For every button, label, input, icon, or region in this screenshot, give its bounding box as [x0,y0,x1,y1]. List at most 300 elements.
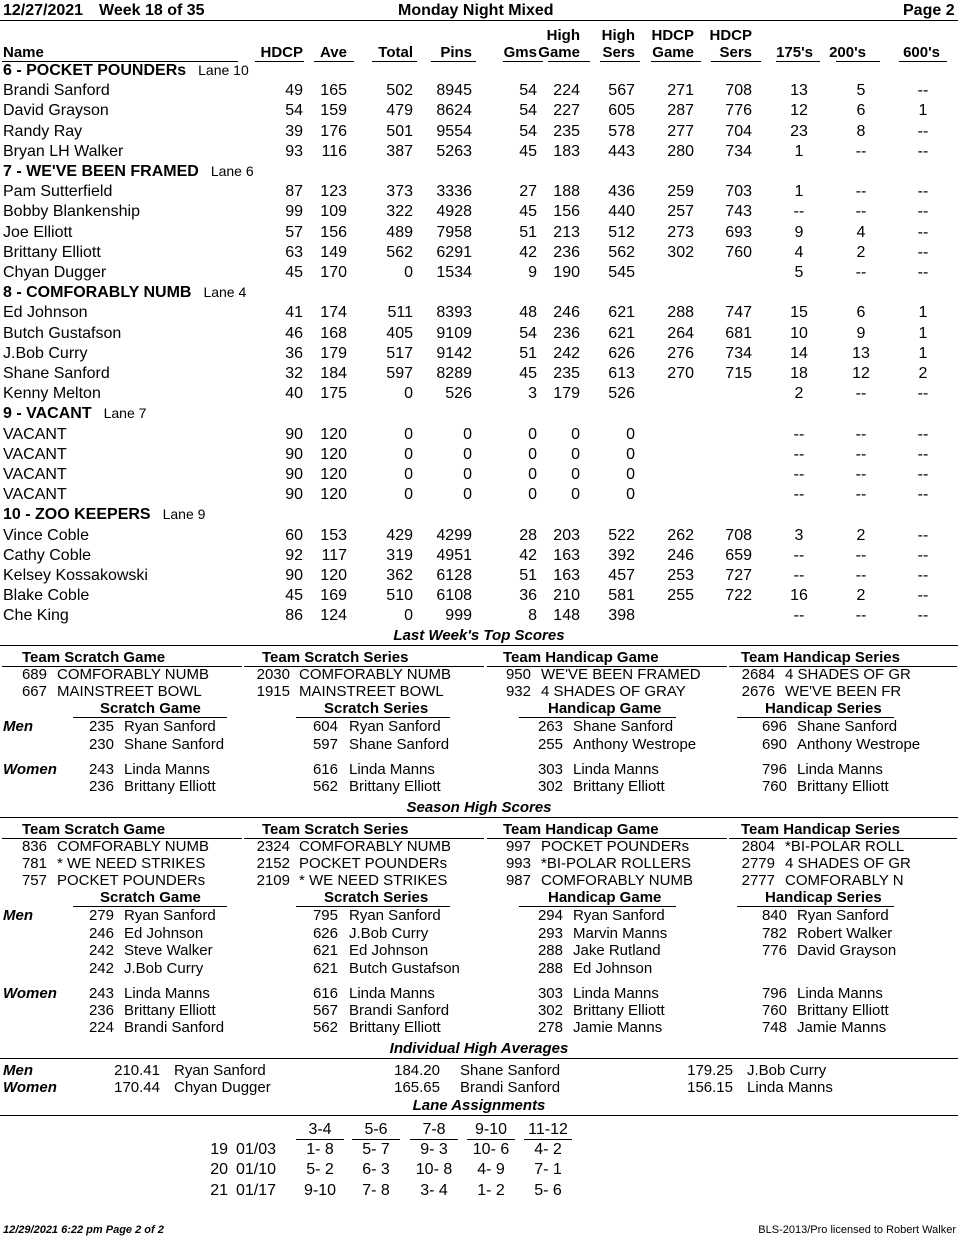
bowler-stat: 54 [519,102,537,120]
lane-header-underline [296,1139,344,1140]
bowler-stat: 90 [285,486,303,504]
individual-name: Linda Manns [349,761,435,778]
men-label: Men [3,718,33,735]
bowler-stat: 42 [519,546,537,564]
team-award-name: POCKET POUNDERs [57,872,206,889]
bowler-stat: 0 [404,385,413,403]
bowler-stat: 120 [320,466,347,483]
lane-matchup: 9- 3 [420,1141,448,1158]
bowler-stat: 90 [285,425,303,443]
bowler-stat: 253 [667,567,694,584]
col-underline-10 [836,61,880,62]
bowler-stat: 6291 [436,243,472,261]
bowler-stat: 2 [918,365,928,382]
bowler-stat: 156 [553,203,580,221]
team-award-header: Team Scratch Game [22,649,166,666]
team-award-score: 987 [505,872,531,889]
bowler-stat: 693 [725,223,752,241]
team-award-header: Team Handicap Series [741,649,900,666]
lane-matchup: 4- 9 [477,1161,505,1179]
lane-pair-header: 11-12 [528,1121,568,1138]
team-award-score: 2777 [741,872,775,889]
bowler-stat: 0 [626,486,635,504]
bowler-stat: 4299 [436,526,472,544]
individual-score: 303 [537,985,563,1002]
bowler-stat: 3 [794,526,804,544]
team-header [3,405,146,423]
bowler-stat: 32 [285,365,303,382]
bowler-stat: 210 [553,587,580,605]
individual-name: Linda Manns [797,761,883,778]
individual-score: 279 [88,907,114,924]
bowler-stat: 1 [918,304,928,322]
bowler-stat: 42 [519,243,537,261]
bowler-name: VACANT [3,445,67,463]
average-value: 170.44 [114,1079,160,1096]
bowler-stat: 0 [528,486,537,504]
bowler-stat: 362 [386,567,413,584]
team-award-name: 4 SHADES OF GR [785,666,911,683]
bowler-name: Blake Coble [3,587,90,605]
section-title: Last Week's Top Scores [393,627,565,644]
col-underline-9 [776,61,820,62]
individual-name: Marvin Manns [573,924,668,942]
bowler-stat: 0 [404,486,413,504]
individual-score: 235 [88,718,114,735]
individual-award-header: Scratch Series [324,889,429,906]
bowler-stat: 273 [667,223,694,241]
bowler-stat: 0 [404,264,413,281]
bowler-name: J.Bob Curry [3,344,88,362]
bowler-stat: 179 [320,344,347,362]
bowler-stat: 734 [725,344,752,362]
bowler-stat: 51 [519,567,537,584]
individual-score: 255 [537,735,563,753]
bowler-stat: 242 [553,344,580,362]
team-award-score: 2779 [741,855,775,872]
team-award-score: 950 [505,666,531,683]
bowler-stat: 1 [794,183,804,201]
bowler-stat: 12 [790,102,808,120]
individual-score: 236 [88,778,114,795]
bowler-stat: 545 [608,264,635,281]
team-title: 9 - VACANT [3,405,92,423]
individual-score: 760 [761,778,787,795]
bowler-stat: 18 [790,365,808,382]
bowler-stat: 287 [667,102,694,120]
bowler-stat: 8289 [436,365,472,382]
team-lane: Lane 6 [210,163,254,179]
bowler-stat: 57 [285,223,303,241]
bowler-stat: 398 [608,607,635,625]
bowler-name: Bryan LH Walker [3,142,124,160]
individual-name: J.Bob Curry [124,959,204,977]
bowler-stat: -- [917,526,929,544]
individual-name: Brittany Elliott [573,778,665,795]
bowler-stat: -- [917,142,929,160]
bowler-stat: 621 [608,324,635,342]
average-name: Linda Manns [747,1079,833,1096]
bowler-stat: 613 [608,365,635,382]
bowler-stat: 288 [667,304,694,322]
average-value: 165.65 [394,1079,440,1096]
col-header-high-sers-top: High [601,27,635,44]
bowler-stat: 12 [852,365,870,382]
individual-name: Linda Manns [124,761,210,778]
bowler-stat: 16 [790,587,808,605]
bowler-stat: -- [917,82,929,100]
team-award-name: POCKET POUNDERs [541,838,690,855]
bowler-stat: 39 [285,122,303,140]
bowler-stat: -- [917,264,929,281]
individual-name: Anthony Westrope [573,735,697,753]
bowler-stat: 510 [386,587,413,605]
bowler-stat: 36 [285,344,303,362]
bowler-stat: 168 [320,324,347,342]
bowler-stat: -- [917,445,929,463]
team-lane: Lane 10 [198,62,249,78]
bowler-stat: 0 [626,445,635,463]
team-award-header: Team Scratch Series [262,649,409,666]
col-header-hdcp: HDCP [260,44,303,61]
col-header-hdcp-game: Game [652,44,694,61]
bowler-stat: 0 [528,466,537,483]
bowler-stat: 92 [285,546,303,564]
individual-score: 795 [312,907,338,924]
bowler-stat: -- [855,183,867,201]
individual-name: Brittany Elliott [797,778,889,795]
bowler-stat: 28 [519,526,537,544]
individual-name: J.Bob Curry [349,924,429,942]
team-award-name: WE'VE BEEN FRAMED [541,666,701,683]
section-title: Season High Scores [406,799,552,816]
bowler-stat: 747 [725,304,752,322]
section-rule [0,1058,958,1059]
bowler-stat: 7958 [436,223,472,241]
bowler-stat: 9142 [436,344,472,362]
lane-date: 01/03 [236,1141,277,1158]
individual-name: Ryan Sanford [797,907,889,924]
lane-matchup: 6- 3 [362,1161,390,1179]
average-value: 210.41 [114,1062,160,1079]
bowler-stat: 405 [386,324,413,342]
team-award-score: 667 [21,683,47,700]
bowler-stat: 6128 [436,567,472,584]
lane-matchup: 7- 8 [362,1181,390,1199]
individual-score: 288 [537,959,563,977]
team-award-score: 2109 [256,872,290,889]
bowler-stat: 5 [794,264,804,281]
bowler-stat: 9 [856,324,866,342]
bowler-stat: 46 [285,324,303,342]
bowler-stat: 259 [667,183,694,201]
team-lane: Lane 9 [162,506,206,523]
col-header-hdcp-sers: Sers [719,44,752,61]
bowler-stat: 2 [794,385,804,403]
col-underline-1 [314,61,354,62]
bowler-stat: 0 [626,466,635,483]
bowler-stat: 9 [794,223,804,241]
bowler-stat: 659 [725,546,752,564]
bowler-stat: 10 [790,324,808,342]
lane-matchup: 9-10 [303,1181,337,1199]
individual-name: Jamie Manns [573,1019,663,1036]
bowler-stat: 578 [608,122,635,140]
individual-score: 263 [537,718,563,735]
col-underline-7 [651,61,701,62]
bowler-stat: 183 [553,142,580,160]
individual-name: Linda Manns [797,985,883,1002]
bowler-stat: 86 [285,607,303,625]
individual-score: 242 [88,959,114,977]
col-header-name: Name [3,44,44,61]
team-award-score: 781 [21,855,47,872]
bowler-stat: 0 [463,466,472,483]
team-award-name: COMFORABLY NUMB [541,872,693,889]
individual-score: 621 [312,959,338,977]
team-award-header: Team Scratch Game [22,821,166,838]
lane-matchup: 3- 4 [420,1181,448,1199]
col-header-pins: Pins [440,44,472,61]
lane-header-underline [467,1139,515,1140]
team-award-score: 689 [21,666,47,683]
bowler-stat: 54 [519,82,537,100]
team-award-name: COMFORABLY NUMB [299,838,451,855]
team-award-score: 836 [21,838,47,855]
individual-score: 696 [761,718,787,735]
bowler-stat: 0 [404,425,413,443]
bowler-stat: 120 [320,425,347,443]
bowler-stat: 90 [285,567,303,584]
individual-score: 302 [537,778,563,795]
bowler-stat: 727 [725,567,752,584]
bowler-stat: -- [855,425,867,443]
bowler-stat: 1 [918,102,928,120]
individual-name: Linda Manns [573,985,659,1002]
bowler-stat: 255 [667,587,694,605]
bowler-stat: 562 [386,243,413,261]
bowler-stat: 440 [608,203,635,221]
bowler-stat: -- [855,567,867,584]
individual-score: 243 [88,761,114,778]
bowler-stat: 8624 [436,102,472,120]
bowler-stat: -- [855,203,867,221]
individual-score: 562 [312,1019,338,1036]
women-label: Women [3,1079,57,1096]
bowler-stat: 0 [463,425,472,443]
col-header-total: Total [378,44,413,61]
bowler-stat: 302 [667,243,694,261]
individual-score: 690 [761,735,787,753]
bowler-stat: -- [917,567,929,584]
bowler-stat: 262 [667,526,694,544]
bowler-stat: 165 [320,82,347,100]
individual-name: Ryan Sanford [349,718,441,735]
bowler-stat: 9 [528,264,537,281]
individual-score: 796 [761,761,787,778]
average-value: 156.15 [687,1079,733,1096]
col-header-high-game: Game [538,44,580,61]
bowler-stat: 124 [320,607,347,625]
average-name: J.Bob Curry [747,1062,827,1079]
bowler-stat: -- [793,607,805,625]
lane-matchup: 7- 1 [534,1161,562,1179]
bowler-stat: -- [793,203,805,221]
team-award-name: WE'VE BEEN FR [785,683,902,700]
individual-name: Brandi Sanford [124,1019,225,1036]
bowler-stat: 176 [320,122,347,140]
bowler-stat: 8 [528,607,537,625]
individual-score: 293 [537,924,563,942]
individual-score: 242 [88,942,114,959]
bowler-stat: 120 [320,445,347,463]
bowler-stat: -- [855,445,867,463]
bowler-stat: 175 [320,385,347,403]
bowler-stat: 681 [725,324,752,342]
col-header-gms: Gms [503,44,537,61]
bowler-stat: 0 [404,445,413,463]
team-lane: Lane 7 [103,405,147,422]
individual-name: Ryan Sanford [124,907,216,924]
team-header [3,506,205,524]
bowler-stat: 13 [852,344,870,362]
team-award-name: COMFORABLY NUMB [57,838,209,855]
bowler-stat: 743 [725,203,752,221]
bowler-stat: 605 [608,102,635,120]
individual-name: Ryan Sanford [573,907,665,924]
bowler-stat: 60 [285,526,303,544]
lane-week: 19 [210,1141,228,1158]
bowler-stat: 3 [528,385,537,403]
individual-name: Ryan Sanford [124,718,216,735]
team-award-header: Team Handicap Game [503,649,659,666]
individual-score: 224 [88,1019,114,1036]
individual-score: 760 [761,1002,787,1019]
bowler-stat: 257 [667,203,694,221]
individual-score: 562 [312,778,338,795]
bowler-stat: 6 [856,304,866,322]
bowler-stat: 54 [519,324,537,342]
individual-name: Ed Johnson [573,959,653,977]
bowler-stat: -- [793,567,805,584]
bowler-stat: 120 [320,567,347,584]
bowler-stat: 156 [320,223,347,241]
bowler-stat: 93 [285,142,303,160]
bowler-stat: 1 [918,344,928,362]
individual-award-header: Scratch Game [100,700,201,717]
individual-name: David Grayson [797,942,897,959]
bowler-stat: 45 [519,142,537,160]
individual-name: Shane Sanford [349,735,450,753]
col-header-high-game-top: High [546,27,580,44]
bowler-stat: 148 [553,607,580,625]
section-title: Individual High Averages [389,1040,569,1057]
col-underline-0 [255,61,304,62]
bowler-stat: 2 [856,243,866,261]
individual-score: 621 [312,942,338,959]
individual-score: 288 [537,942,563,959]
lane-pair-header: 9-10 [474,1121,508,1138]
bowler-stat: 626 [608,344,635,362]
individual-name: Brittany Elliott [349,778,441,795]
average-value: 184.20 [394,1062,440,1079]
col-underline-3 [431,61,476,62]
individual-award-header: Handicap Game [548,700,662,717]
bowler-stat: 776 [725,102,752,120]
bowler-stat: -- [855,466,867,483]
bowler-stat: 246 [553,304,580,322]
bowler-stat: 0 [404,466,413,483]
bowler-stat: 227 [553,102,580,120]
bowler-stat: -- [917,122,929,140]
team-title: 7 - WE'VE BEEN FRAMED [3,163,199,180]
bowler-stat: -- [855,264,867,281]
individual-score: 796 [761,985,787,1002]
bowler-stat: 3336 [436,183,472,201]
footer-left: 12/29/2021 6:22 pm Page 2 of 2 [3,1224,164,1236]
bowler-stat: 597 [386,365,413,382]
bowler-stat: 149 [320,243,347,261]
bowler-stat: 8393 [436,304,472,322]
col-underline-8 [711,61,761,62]
bowler-stat: 23 [790,122,808,140]
individual-score: 748 [761,1019,787,1036]
bowler-name: Che King [3,607,69,625]
bowler-name: Bobby Blankenship [3,203,140,221]
bowler-stat: 5263 [436,142,472,160]
col-header-hdcp-sers-top: HDCP [709,27,752,44]
individual-award-header: Handicap Game [548,889,662,906]
bowler-name: David Grayson [3,102,109,120]
bowler-name: Vince Coble [3,526,89,544]
bowler-stat: 236 [553,243,580,261]
lane-pair-header: 5-6 [364,1121,388,1138]
bowler-name: Chyan Dugger [3,264,107,281]
bowler-stat: 5 [856,82,866,100]
bowler-stat: 203 [553,526,580,544]
bowler-stat: 90 [285,445,303,463]
men-label: Men [3,1062,33,1079]
bowler-stat: 159 [320,102,347,120]
bowler-stat: -- [855,607,867,625]
average-value: 179.25 [687,1062,733,1079]
bowler-stat: 54 [285,102,303,120]
bowler-stat: 1534 [436,264,472,281]
bowler-stat: 621 [608,304,635,322]
bowler-stat: 163 [553,567,580,584]
bowler-stat: 163 [553,546,580,564]
individual-score: 782 [761,924,787,942]
bowler-stat: 45 [519,365,537,382]
bowler-stat: 13 [790,82,808,100]
bowler-stat: 36 [519,587,537,605]
bowler-stat: 457 [608,567,635,584]
team-award-score: 2152 [256,855,290,872]
individual-award-header: Scratch Game [100,889,201,906]
individual-name: Jamie Manns [797,1019,887,1036]
team-award-header: Team Handicap Series [741,821,900,838]
bowler-name: Brittany Elliott [3,243,101,261]
team-header [3,284,246,302]
bowler-stat: -- [855,385,867,403]
team-award-score: 997 [505,838,531,855]
bowler-stat: 51 [519,223,537,241]
team-award-name: MAINSTREET BOWL [299,683,444,700]
average-name: Ryan Sanford [174,1062,266,1079]
lane-matchup: 10- 8 [415,1161,453,1179]
team-award-name: MAINSTREET BOWL [57,683,202,700]
bowler-stat: 722 [725,587,752,605]
